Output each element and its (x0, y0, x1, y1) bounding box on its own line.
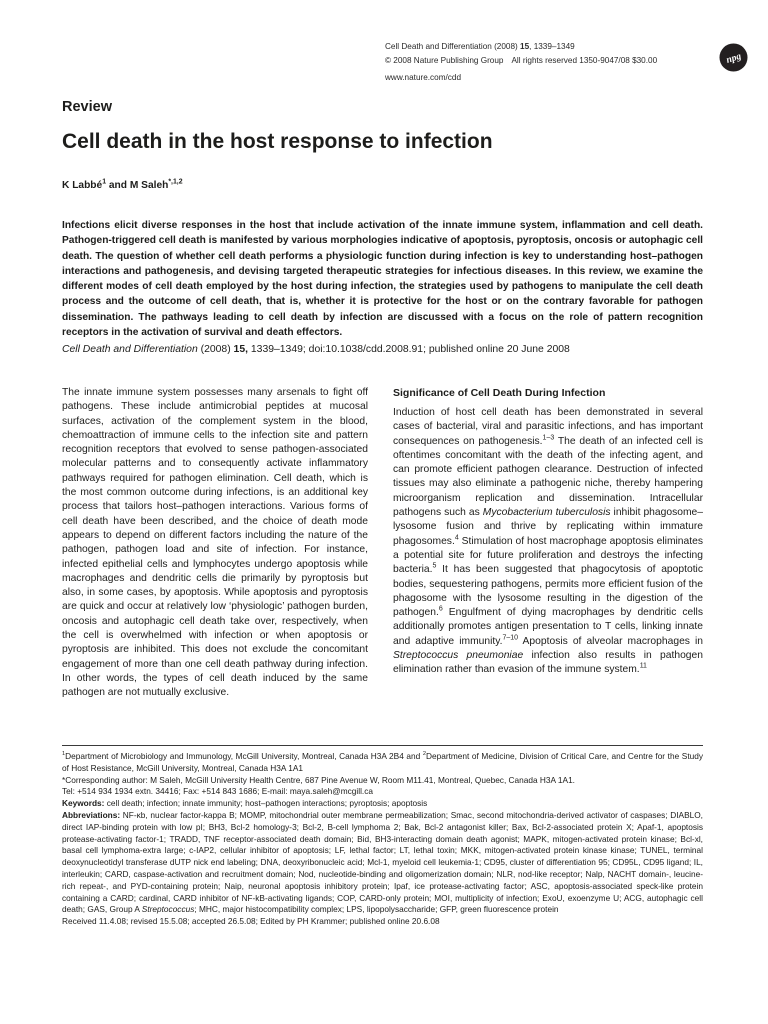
text-run: Induction of host cell death has been demonstrated in several cases of bacterial, viral and parasitic infections, and has important consequences on pathogenesis. (393, 407, 703, 447)
article-type: Review (62, 99, 112, 115)
npg-logo-icon (719, 43, 748, 72)
journal-url-link[interactable]: www.nature.com/cdd (385, 73, 461, 82)
journal-citation-header (385, 41, 575, 52)
text-run: ; MHC, major histocompatibility complex; LPS, lipopolysaccharide; GFP, green fluorescence protein (194, 904, 559, 915)
copyright-line (385, 55, 657, 66)
intro-paragraph: The innate immune system possesses many arsenals to fight off pathogens. These include antimicrobial peptides at mucosal surfaces, activation of the complement system in the blood, chemoattraction of immune cells to the infection site and pattern recognition receptors that evolved to sense pathogen-associated molecular patterns and to consequently activate inflammatory pathways required for pathogen elimination. Cell death, which is the most common outcome during infections, is an additional key process that tailors host–pathogen interactions. Various forms of cell death have been described, and the choice of death mode appears to depend on different factors including the nature of the pathogen, pathogen load and site of infection. For instance, infected epithelial cells and lymphocytes undergo apoptosis while macrophages and dendritic cells die primarily by pyroptosis but also, in some cases, by apoptosis. While apoptosis and pyroptosis are quick and occur at relatively low ‘physiologic’ pathogen burden, oncosis and autophagic cell death take over, respectively, when the cell is overwhelmed with infection or when apoptosis or pyroptosis are inhibited. This does not exclude the concomitant engagement of more than one cell death pathway during infection. In other words, the types of cell death induced by the same pathogen are not mutually exclusive. (62, 387, 368, 699)
text-run: cell death; infection; innate immunity; host–pathogen interactions; pyroptosis; apoptosis (104, 798, 428, 809)
rights-text: All rights reserved 1350-9047/08 $30.00 (511, 56, 658, 65)
correspondence-note: *Corresponding author: M Saleh, McGill University Health Centre, 687 Pine Avenue W, Room M11.41, Montreal, Quebec, Canada H3A 1A1. (62, 774, 575, 785)
text-run: Engulfment of dying macrophages by dendritic cells additionally promotes antigen presentation to T cells, linking innate and adaptive immunity. (393, 607, 703, 647)
received-note: Received 11.4.08; revised 15.5.08; accepted 26.5.08; Edited by PH Krammer; published online 20.6.08 (62, 916, 440, 927)
abstract-text: Infections elicit diverse responses in the host that include activation of the innate immune system, inflammation and cell death. Pathogen-triggered cell death is manifested by various morphologies indicative of apoptosis, pyroptosis, oncosis or autophagic cell death. The question of whether cell death performs a physiologic function during infection is key to understanding host–pathogen interactions and pathogenesis, and devising targeted therapeutic strategies for infectious diseases. In this review, we examine the different modes of cell death employed by the host during infection, the strategies used by pathogens to manipulate the cell death process and the outcome of cell death, that is, whether it is protective for the host or on the contrary favorable for pathogen dissemination. The pathways leading to cell death by infection are discussed with a focus on the role of pattern recognition receptors in the activation of survival and death effectors. (62, 220, 703, 339)
footnote-divider (62, 745, 703, 746)
text-run: The death of an infected cell is oftentimes concomitant with the death of the infecting agent, and can promote efficient pathogen clearance. Destruction of infected tissues may also eliminate a pathogenic niche, thereby hampering microorganism replication and dissemination. Intracellular pathogens such as (393, 435, 704, 519)
text-run: Cell Death and Differentiation (62, 344, 198, 356)
reference-superscript: 1 (102, 178, 107, 186)
reference-superscript: 4 (454, 534, 459, 542)
text-run: infection also results in pathogen elimination rather than evasion of the immune system. (393, 650, 703, 676)
affiliations-note (62, 751, 703, 775)
text-run: Apoptosis of alveolar macrophages in (518, 635, 703, 647)
text-run: 15 (520, 42, 530, 51)
logo-text: npg (724, 50, 743, 66)
body-column-right (393, 386, 703, 678)
text-run: Department of Medicine, Division of Critical Care, and Centre for the Study of Host Resistance, McGill University, Montreal, Canada H3A 1A1 (62, 751, 703, 773)
author-line (62, 179, 183, 193)
journal-url-line (385, 72, 461, 83)
text-run: 15, (233, 344, 248, 356)
text-run: Cell Death and Differentiation (2008) (385, 42, 521, 51)
text-run: and M Saleh (106, 180, 169, 191)
citation-line (62, 342, 703, 357)
article-title: Cell death in the host response to infection (62, 130, 493, 153)
reference-superscript: 2 (422, 751, 426, 758)
text-run: Stimulation of host macrophage apoptosis eliminates a potential site for future proliferation and destroys the infecting bacteria. (393, 535, 703, 576)
text-run: inhibit phagosome–lysosome fusion and thrive by replicating within immature phagosomes. (393, 507, 703, 547)
body-column-left (62, 386, 368, 701)
abstract-section (62, 218, 703, 357)
text-run: NF-κb, nuclear factor-kappa B; MOMP, mitochondrial outer membrane permeabilization; Smac, second mitochondria-derived activator of caspases; DIABLO, direct IAP-binding protein with low pI; BH3, Bcl-2 homology-3; Bcl-2, B-cell lymphoma 2; Bak, Bcl-2 antagonist killer; Bax, Bcl-2-associated protein X; Apaf-1, apoptosis protease-activating factor-1; TRADD, TNF receptor-associated death domain; Bid, BH3-interacting domain death agonist; MAPK, mitogen-activated protein kinase; Bcl-xl, basal cell lymphoma-extra large; c-IAP2, cellular inhibitor of apoptosis; LF, lethal factor; LT, lethal toxin; MKK, mitogen-activated protein kinase kinase; TUNEL, terminal deoxynucleotidyl transferase dUTP nick end labeling; DNA, deoxyribonucleic acid; Mcl-1, myeloid cell leukemia-1; CD95, cluster of differentiation 95; CD95L, CD95 ligand; IL, interleukin; CARD, caspase-activation and recruitment domain; Nod, nucleotide-binding and oligomerization domain; NLR, nod-like receptor; Nalp, NACHT domain-, leucine-rich repeat-, and PYD-containing protein; Naip, neuronal apoptosis inhibitory protein; Ipaf, ice protease-activating factor; ASC, apoptosis-associated speck-like protein containing a CARD; cardinal, CARD inhibitor of NF-kB-activating ligands; COP, CARD-only protein; MOI, multiplicity of infection; ExoU, exoenzyme U; ACG, autophagic cell death; GAS, Group A (62, 809, 703, 915)
copyright-text: © 2008 Nature Publishing Group (385, 56, 504, 65)
reference-superscript: 1–3 (542, 434, 555, 442)
text-run: It has been suggested that phagocytosis of apoptotic bodies, sequestering pathogens, permits more efficient fusion of the phagosome with the lysosome resulting in the digestion of the pathogen. (393, 564, 703, 619)
text-run: Mycobacterium tuberculosis (482, 507, 611, 519)
reference-superscript: 5 (432, 562, 437, 570)
contact-note: Tel: +514 934 1934 extn. 34416; Fax: +514 843 1686; E-mail: maya.saleh@mcgill.ca (62, 786, 373, 797)
section-paragraph (393, 406, 703, 678)
keywords-note (62, 798, 703, 810)
reference-superscript: 6 (438, 605, 443, 613)
reference-superscript: 7–10 (502, 634, 519, 642)
text-run: Streptococcus (141, 904, 195, 915)
section-heading: Significance of Cell Death During Infection (393, 387, 606, 399)
reference-superscript: 11 (639, 662, 647, 670)
text-run: Abbreviations: (62, 809, 121, 820)
reference-superscript: *,1,2 (168, 178, 183, 186)
text-run: (2008) (197, 344, 234, 356)
text-run: K Labbé (62, 180, 103, 191)
text-run: , 1339–1349 (529, 42, 575, 51)
reference-superscript: 1 (62, 751, 66, 758)
text-run: Streptococcus pneumoniae (393, 650, 524, 662)
footnotes (62, 751, 703, 928)
abbreviations-note (62, 810, 703, 916)
text-run: 1339–1349; doi:10.1038/cdd.2008.91; published online 20 June 2008 (248, 344, 570, 356)
text-run: Keywords: (62, 798, 105, 809)
text-run: Department of Microbiology and Immunology, McGill University, Montreal, Canada H3A 2B4 and (65, 751, 423, 761)
